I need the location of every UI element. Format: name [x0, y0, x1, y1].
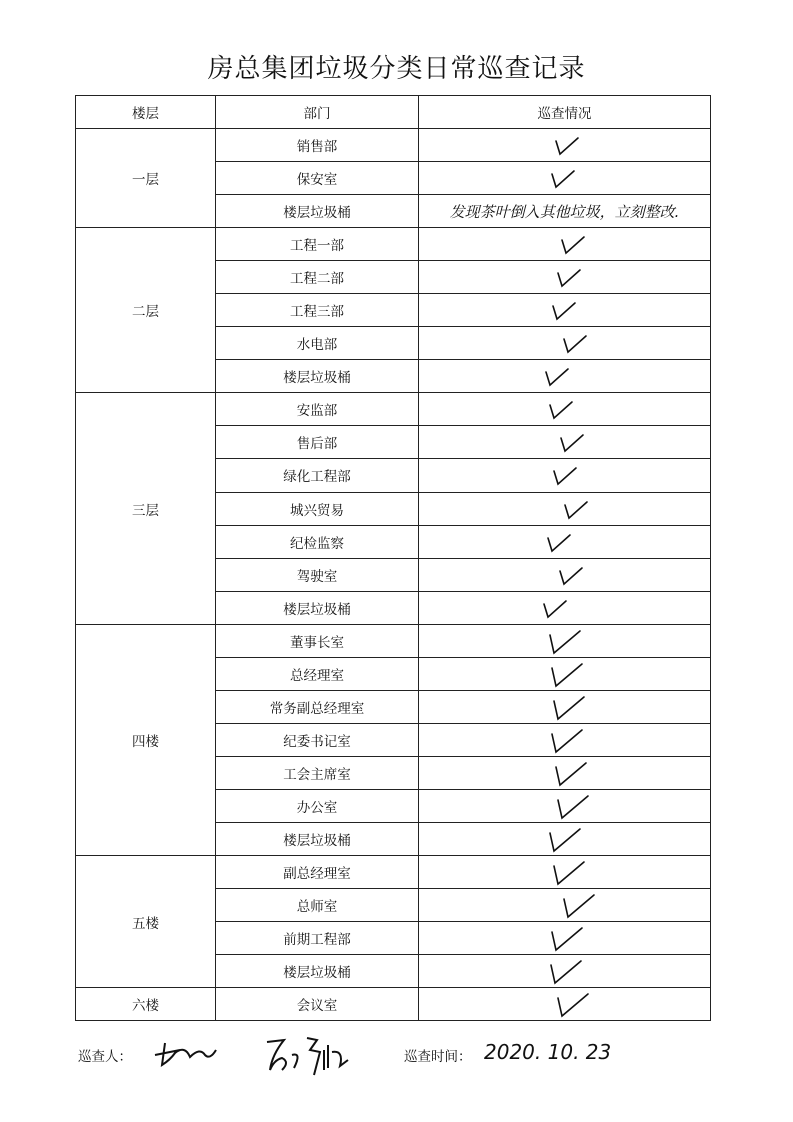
checkmark-icon [419, 129, 710, 161]
checkmark-icon [419, 493, 710, 525]
status-cell [419, 789, 711, 822]
inspection-time-value: 2020. 10. 23 [484, 1040, 612, 1064]
table-row [76, 393, 711, 426]
inspection-time-label: 巡查时间： [404, 1049, 472, 1065]
floor-cell: 一层 [76, 129, 216, 228]
status-cell [419, 591, 711, 624]
checkmark-icon [419, 856, 710, 888]
department-cell: 水电部 [216, 327, 419, 360]
header-status: 巡查情况 [419, 96, 711, 129]
checkmark-icon [419, 889, 710, 921]
checkmark-icon [419, 922, 710, 954]
status-cell [419, 856, 711, 889]
checkmark-icon [419, 162, 710, 194]
checkmark-icon [419, 526, 710, 558]
status-cell [419, 624, 711, 657]
department-cell: 楼层垃圾桶 [216, 955, 419, 988]
department-cell: 前期工程部 [216, 922, 419, 955]
status-cell [419, 261, 711, 294]
checkmark-icon [419, 459, 710, 491]
status-cell [419, 690, 711, 723]
status-cell [419, 327, 711, 360]
handwritten-note: 发现茶叶倒入其他垃圾，立刻整改. [449, 202, 680, 221]
checkmark-icon [419, 559, 710, 591]
checkmark-icon [419, 823, 710, 855]
inspector-label: 巡查人： [78, 1049, 132, 1065]
department-cell: 办公室 [216, 789, 419, 822]
department-cell: 楼层垃圾桶 [216, 591, 419, 624]
department-cell: 总师室 [216, 889, 419, 922]
header-floor: 楼层 [76, 96, 216, 129]
department-cell: 工会主席室 [216, 756, 419, 789]
inspection-table [75, 95, 711, 1021]
inspector-signature-1 [150, 1035, 220, 1070]
table-row [76, 624, 711, 657]
checkmark-icon [419, 724, 710, 756]
floor-cell: 六楼 [76, 988, 216, 1021]
checkmark-icon [419, 360, 710, 392]
page-title: 房总集团垃圾分类日常巡查记录 [207, 54, 586, 84]
department-cell: 董事长室 [216, 624, 419, 657]
department-cell: 会议室 [216, 988, 419, 1021]
department-cell: 工程三部 [216, 294, 419, 327]
floor-cell: 四楼 [76, 624, 216, 855]
checkmark-icon [419, 592, 710, 624]
department-cell: 驾驶室 [216, 558, 419, 591]
checkmark-icon [419, 757, 710, 789]
inspector-signature-2 [262, 1030, 352, 1080]
checkmark-icon [419, 658, 710, 690]
checkmark-icon [419, 625, 710, 657]
floor-cell: 二层 [76, 228, 216, 393]
checkmark-icon [419, 228, 710, 260]
department-cell: 楼层垃圾桶 [216, 195, 419, 228]
department-cell: 工程一部 [216, 228, 419, 261]
checkmark-icon [419, 426, 710, 458]
status-cell [419, 393, 711, 426]
table-row [76, 228, 711, 261]
department-cell: 售后部 [216, 426, 419, 459]
table-row [76, 129, 711, 162]
status-cell [419, 162, 711, 195]
table-header-row [76, 96, 711, 129]
status-cell [419, 558, 711, 591]
status-cell [419, 657, 711, 690]
department-cell: 安监部 [216, 393, 419, 426]
status-cell [419, 822, 711, 855]
status-cell [419, 955, 711, 988]
checkmark-icon [419, 988, 710, 1020]
status-cell [419, 525, 711, 558]
department-cell: 常务副总经理室 [216, 690, 419, 723]
status-cell [419, 459, 711, 492]
department-cell: 副总经理室 [216, 856, 419, 889]
status-cell [419, 129, 711, 162]
department-cell: 楼层垃圾桶 [216, 360, 419, 393]
department-cell: 绿化工程部 [216, 459, 419, 492]
department-cell: 工程二部 [216, 261, 419, 294]
status-cell [419, 426, 711, 459]
checkmark-icon [419, 327, 710, 359]
status-cell [419, 756, 711, 789]
department-cell: 纪委书记室 [216, 723, 419, 756]
checkmark-icon [419, 294, 710, 326]
table-row [76, 856, 711, 889]
status-cell [419, 195, 711, 228]
status-cell [419, 294, 711, 327]
checkmark-icon [419, 393, 710, 425]
department-cell: 楼层垃圾桶 [216, 822, 419, 855]
checkmark-icon [419, 261, 710, 293]
status-cell [419, 889, 711, 922]
floor-cell: 五楼 [76, 856, 216, 988]
department-cell: 销售部 [216, 129, 419, 162]
status-cell [419, 723, 711, 756]
status-cell [419, 922, 711, 955]
checkmark-icon [419, 790, 710, 822]
status-cell [419, 228, 711, 261]
department-cell: 纪检监察 [216, 525, 419, 558]
department-cell: 城兴贸易 [216, 492, 419, 525]
status-cell [419, 492, 711, 525]
table-row [76, 988, 711, 1021]
header-department: 部门 [216, 96, 419, 129]
checkmark-icon [419, 955, 710, 987]
department-cell: 保安室 [216, 162, 419, 195]
floor-cell: 三层 [76, 393, 216, 624]
department-cell: 总经理室 [216, 657, 419, 690]
status-cell [419, 360, 711, 393]
checkmark-icon [419, 691, 710, 723]
status-cell [419, 988, 711, 1021]
